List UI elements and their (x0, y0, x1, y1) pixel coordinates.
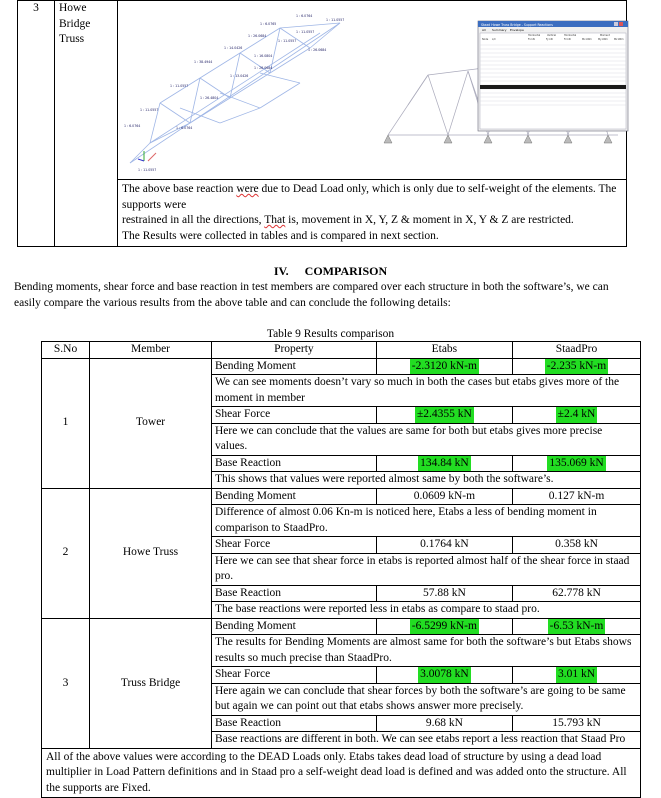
staadpro-value: 15.793 kN (552, 716, 601, 729)
structure-name-line: Bridge (59, 17, 91, 30)
dialog-column-header: Node (482, 38, 489, 41)
member-tag: 1 : 26.0684 (254, 66, 273, 70)
dialog-column-header: My kNm (598, 38, 608, 41)
staadpro-value: 0.127 kN-m (548, 489, 605, 502)
staadpro-value-cell (512, 715, 640, 732)
etabs-value-cell (376, 407, 512, 424)
dialog-column-header: Fz kN (564, 38, 571, 41)
member-tag: 1 : 6.0765 (260, 22, 277, 26)
header-group: Horizontal (528, 34, 541, 37)
structure-name-line: Howe (59, 2, 87, 14)
dialog-tab-all[interactable]: All (482, 28, 486, 32)
note-line: The Results were collected in tables and is compared in next section. (122, 229, 439, 242)
staadpro-value: -6.53 kN-m (548, 619, 606, 635)
intro-paragraph: Bending moments, shear force and base reaction in test members are compared over each structure in both the software’s, we can easily compare the various results from the above table and can conclude the following details: (14, 281, 609, 309)
member-tag: 1 : 6.0764 (176, 126, 193, 130)
note-line: The above base reaction were due to Dead Load only, which is only due to self-weight of the elements. The supports were (122, 183, 617, 211)
comparison-body (42, 358, 641, 748)
table-caption: Table 9 Results comparison (266, 328, 395, 340)
staadpro-value-cell (512, 537, 640, 554)
member-tag: 1 : 11.0557 (326, 18, 345, 22)
remark-cell: This shows that values were reported almost same by both the software’s. (211, 472, 640, 489)
staadpro-value-cell (512, 407, 640, 424)
etabs-value-cell (376, 455, 512, 472)
member-tag: 1 : 6.0764 (124, 124, 141, 128)
figure-note (118, 180, 627, 247)
property-cell: Base Reaction (211, 715, 376, 732)
property-cell: Base Reaction (211, 585, 376, 602)
staadpro-value: -2.235 kN-m (545, 359, 608, 375)
member-tag: 1 : 26.0684 (308, 48, 327, 52)
property-cell: Shear Force (211, 667, 376, 684)
member-tag: 1 : 11.0557 (138, 168, 157, 172)
staadpro-value-cell (512, 358, 640, 375)
member-tag: 1 : 14.0426 (224, 46, 243, 50)
staad-support-reactions-figure (368, 5, 638, 177)
staadpro-value: 62.778 kN (552, 586, 601, 599)
member-tag: 1 : 11.0557 (170, 84, 189, 88)
staadpro-value: 0.358 kN (555, 538, 598, 551)
note-line: restrained in all the directions, That is, movement in X, Y, Z & moment in X, Y & Z are restricted. (122, 214, 574, 227)
figure-cell (118, 1, 627, 180)
member-tag: 1 : 11.0557 (278, 39, 297, 43)
comparison-table (41, 341, 641, 798)
section-number: IV. (273, 264, 289, 278)
property-cell: Shear Force (211, 537, 376, 554)
section-title: COMPARISON (304, 264, 388, 278)
member-tag: 1 : 6.0764 (296, 14, 313, 18)
header-group: Moment (600, 34, 610, 37)
dialog-column-header: Fx kN (528, 38, 535, 41)
staadpro-value-cell (512, 488, 640, 505)
etabs-value: -2.3120 kN-m (410, 359, 479, 375)
footer-row (42, 748, 641, 798)
member-tag: 1 : 38.4944 (194, 60, 213, 64)
etabs-value-cell (376, 488, 512, 505)
footer-note: All of the above values were according to the DEAD Loads only. Etabs takes dead load of structure by using a dead load multiplier in Load Pattern definitions and in Staad pro a self-weight dead load is defined and was added onto the structure. All the supports are Fixed. (42, 748, 641, 798)
staadpro-value-cell (512, 585, 640, 602)
property-cell: Bending Moment (211, 358, 376, 375)
sno-cell: 2 (42, 488, 90, 618)
column-header-staadpro: StaadPro (512, 342, 640, 359)
etabs-value-cell (376, 358, 512, 375)
etabs-value-cell (376, 585, 512, 602)
remark-cell: Base reactions are different in both. We can see etabs report a less reaction that Staad Pro (211, 732, 640, 749)
column-header-member: Member (90, 342, 212, 359)
property-cell: Base Reaction (211, 455, 376, 472)
staadpro-value: 135.069 kN (547, 456, 605, 472)
member-tag: 1 : 11.0557 (140, 108, 159, 112)
structure-name (55, 1, 118, 247)
dialog-tab-summary[interactable]: Summary (492, 28, 507, 32)
header-group: Horizontal (564, 34, 577, 37)
member-cell: Tower (90, 358, 212, 488)
support-reactions-dialog (478, 21, 628, 131)
member-tag: 1 : 26.4804 (200, 96, 219, 100)
dialog-column-header: Mz kNm (614, 38, 624, 41)
etabs-value: 57.88 kN (422, 586, 466, 599)
property-cell: Bending Moment (211, 488, 376, 505)
member-tag: 1 : 13.0426 (230, 74, 249, 78)
staadpro-value-cell (512, 667, 640, 684)
etabs-value-cell (376, 618, 512, 635)
etabs-value-cell (376, 667, 512, 684)
structure-name-line: Truss (59, 33, 85, 46)
member-tag: 1 : 26.0684 (248, 34, 267, 38)
staadpro-value-cell (512, 455, 640, 472)
remark-cell: We can see moments doesn’t vary so much in both the cases but etabs gives more of the moment in member (211, 375, 640, 407)
dialog-column-header: Fy kN (546, 38, 553, 41)
dialog-tab-envelope[interactable]: Envelope (510, 28, 524, 32)
etabs-value: 0.0609 kN-m (413, 489, 476, 502)
remark-cell: The results for Bending Moments are almost same for both the software’s but Etabs shows results so much precise than StaadPro. (211, 635, 640, 667)
remark-cell: Here we can conclude that the values are same for both but etabs gives more precise values. (211, 423, 640, 455)
column-header-property: Property (211, 342, 376, 359)
dialog-title: Staad Howe Truss Bridge - Support Reactions (481, 22, 553, 27)
etabs-value: -6.5299 kN-m (410, 619, 479, 635)
dialog-column-header: Mx kNm (582, 38, 592, 41)
property-row (42, 488, 641, 505)
property-row (42, 618, 641, 635)
etabs-value: 9.68 kN (425, 716, 463, 729)
member-tag: 1 : 16.0804 (254, 54, 273, 58)
etabs-value: ±2.4355 kN (415, 407, 474, 423)
etabs-value-cell (376, 537, 512, 554)
staadpro-value: 3.01 kN (556, 667, 597, 683)
etabs-value: 3.0078 kN (418, 667, 471, 683)
staadpro-value-cell (512, 618, 640, 635)
header-group: Vertical (547, 34, 556, 37)
structures-table (17, 0, 627, 247)
remark-cell: The base reactions were reported less in etabs as compare to staad pro. (211, 602, 640, 619)
remark-cell: Here again we can conclude that shear forces by both the software’s are going to be same but again we can point out that etabs shows answer more precisely. (211, 683, 640, 715)
property-cell: Bending Moment (211, 618, 376, 635)
header-row (42, 342, 641, 359)
section-heading (0, 263, 661, 279)
remark-cell: Here we can see that shear force in etabs is reported almost half of the shear force in staad pro. (211, 553, 640, 585)
dialog-column-header: L/C (492, 38, 496, 41)
member-cell: Truss Bridge (90, 618, 212, 748)
row-number: 3 (18, 1, 55, 247)
etabs-value: 134.84 kN (418, 456, 471, 472)
member-tag: 1 : 11.0557 (296, 30, 315, 34)
member-cell: Howe Truss (90, 488, 212, 618)
column-header-sno: S.No (42, 342, 90, 359)
sno-cell: 1 (42, 358, 90, 488)
property-row (42, 358, 641, 375)
etabs-value-cell (376, 715, 512, 732)
sno-cell: 3 (42, 618, 90, 748)
staadpro-value: ±2.4 kN (556, 407, 598, 423)
property-cell: Shear Force (211, 407, 376, 424)
remark-cell: Difference of almost 0.06 Kn-m is noticed here, Etabs a less of bending moment in comparison to StaadPro. (211, 505, 640, 537)
column-header-etabs: Etabs (376, 342, 512, 359)
etabs-truss-figure (120, 3, 360, 177)
etabs-value: 0.1764 kN (420, 538, 469, 551)
